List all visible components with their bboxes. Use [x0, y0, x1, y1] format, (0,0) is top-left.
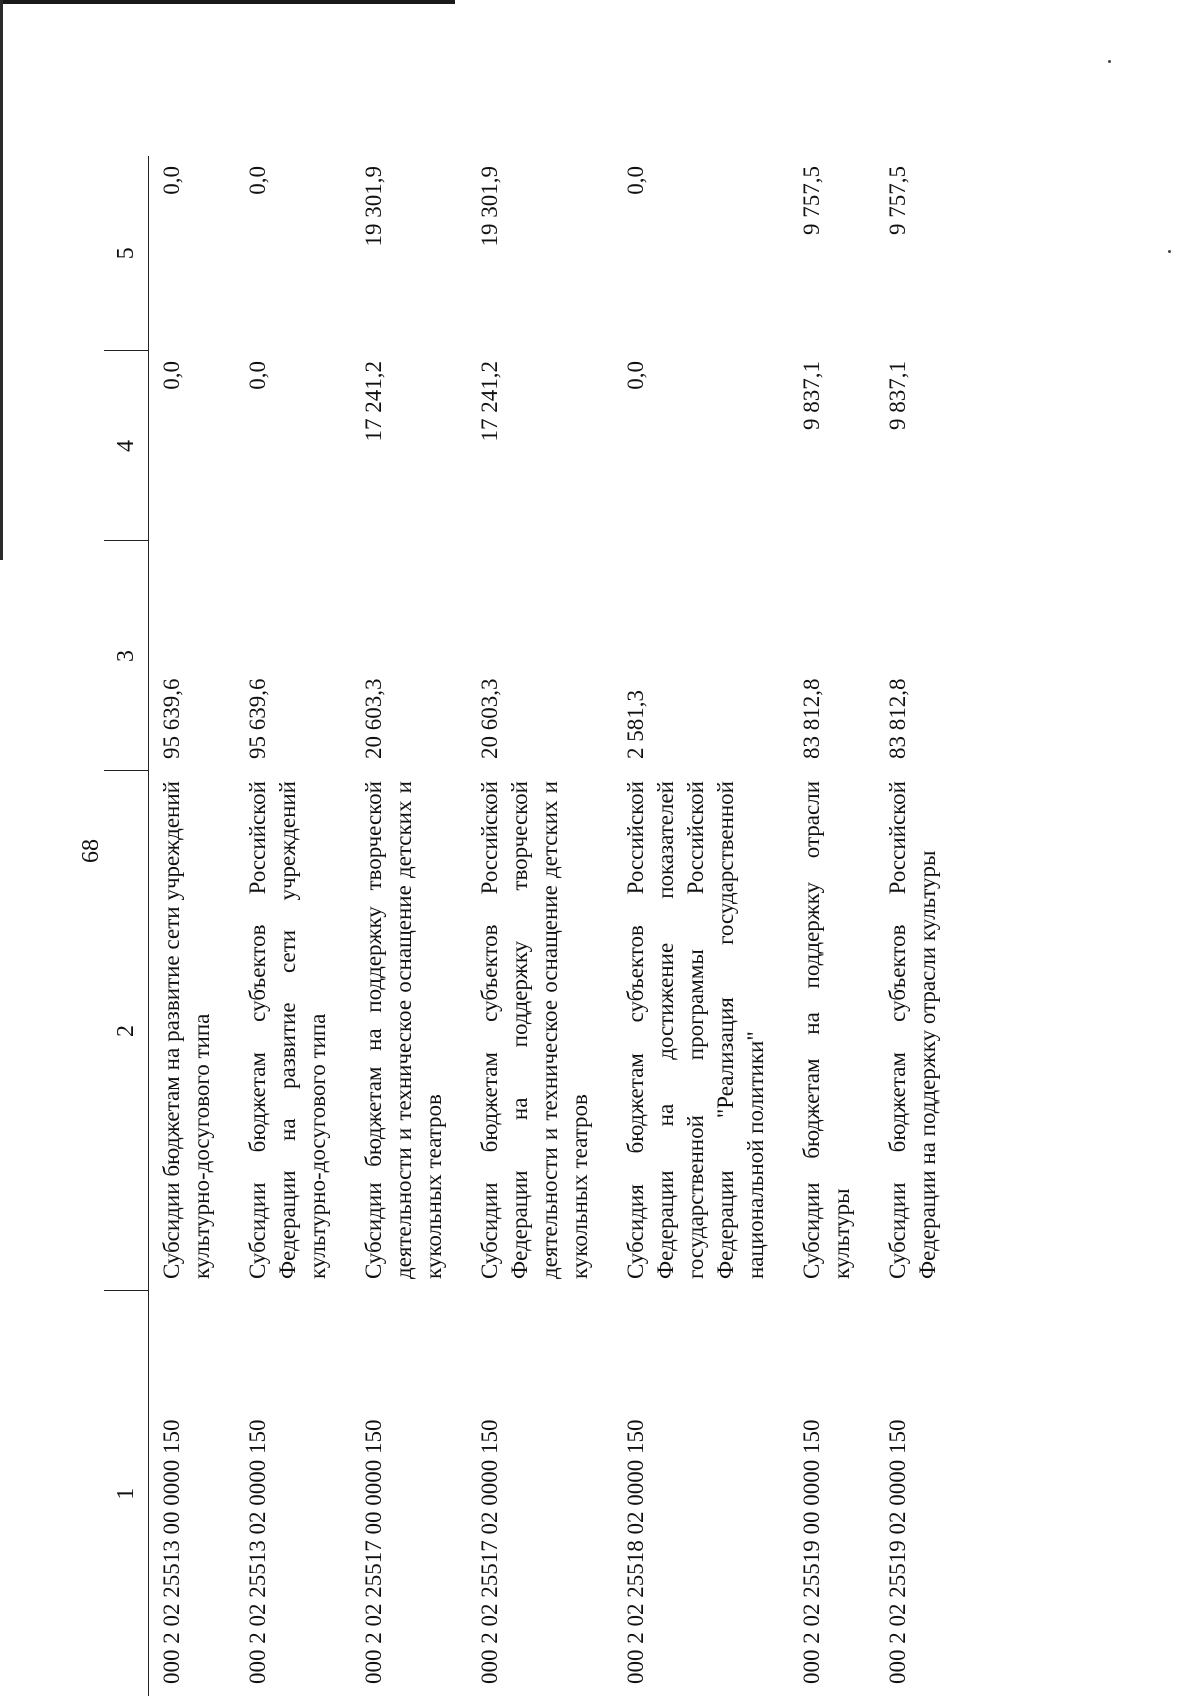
amount-col5: 19 301,9	[361, 166, 386, 247]
column-header: 5	[104, 156, 149, 351]
amount-col5: 9 757,5	[885, 166, 910, 235]
column-header: 4	[104, 351, 149, 541]
column-header: 3	[104, 541, 149, 771]
amount-col4: 0,0	[245, 361, 270, 390]
amount-col4: 0,0	[159, 361, 184, 390]
amount-col3: 95 639,6	[159, 678, 184, 759]
row-description: Субсидии бюджетам субъектов Российской Федерации на поддержку отрасли культуры	[885, 781, 940, 1279]
amount-col3: 20 603,3	[361, 678, 386, 759]
table-row	[149, 156, 236, 1696]
row-description: Субсидии бюджетам на поддержку творческой деятельности и техническое оснащение детских и кукольных театров	[361, 781, 446, 1279]
row-description: Субсидии бюджетам на поддержку отрасли культуры	[799, 781, 854, 1279]
column-header: 1	[104, 1291, 149, 1696]
amount-col4: 0,0	[623, 361, 648, 390]
amount-col3: 20 603,3	[477, 678, 502, 759]
amount-col5: 0,0	[245, 166, 270, 195]
amount-col3: 83 812,8	[885, 678, 910, 759]
amount-col3: 83 812,8	[799, 678, 824, 759]
budget-code: 000 2 02 25517 02 0000 150	[477, 1419, 502, 1684]
row-description: Субсидия бюджетам субъектов Российской Федерации на достижение показателей государственной программы Российской Федерации "Реализация государственной национальной политики"	[623, 781, 768, 1279]
budget-code: 000 2 02 25513 02 0000 150	[245, 1419, 270, 1684]
budget-code: 000 2 02 25518 02 0000 150	[623, 1419, 648, 1684]
amount-col5: 9 757,5	[799, 166, 824, 235]
amount-col5: 19 301,9	[477, 166, 502, 247]
amount-col4: 17 241,2	[361, 361, 386, 442]
amount-col5: 0,0	[159, 166, 184, 195]
budget-code: 000 2 02 25519 02 0000 150	[885, 1419, 910, 1684]
row-description: Субсидии бюджетам на развитие сети учреждений культурно-досугового типа	[159, 781, 214, 1279]
budget-code: 000 2 02 25519 00 0000 150	[799, 1419, 824, 1684]
page-number: 68	[78, 839, 104, 863]
table-header-row	[104, 156, 149, 1696]
table-row	[235, 156, 351, 1696]
amount-col3: 2 581,3	[623, 690, 648, 759]
amount-col4: 9 837,1	[799, 361, 824, 430]
table-row	[613, 156, 789, 1696]
table-row	[875, 156, 961, 1696]
budget-code: 000 2 02 25517 00 0000 150	[361, 1419, 386, 1684]
column-header: 2	[104, 771, 149, 1291]
amount-col4: 9 837,1	[885, 361, 910, 430]
budget-table	[104, 156, 961, 1696]
budget-code: 000 2 02 25513 00 0000 150	[159, 1419, 184, 1684]
row-description: Субсидии бюджетам субъектов Российской Федерации на развитие сети учреждений культурно-досугового типа	[245, 781, 330, 1279]
row-description: Субсидии бюджетам субъектов Российской Федерации на поддержку творческой деятельности и техническое оснащение детских и кукольных театров	[477, 781, 592, 1279]
amount-col4: 17 241,2	[477, 361, 502, 442]
table-row	[351, 156, 467, 1696]
amount-col3: 95 639,6	[245, 678, 270, 759]
table-row	[467, 156, 613, 1696]
amount-col5: 0,0	[623, 166, 648, 195]
table-row	[789, 156, 875, 1696]
